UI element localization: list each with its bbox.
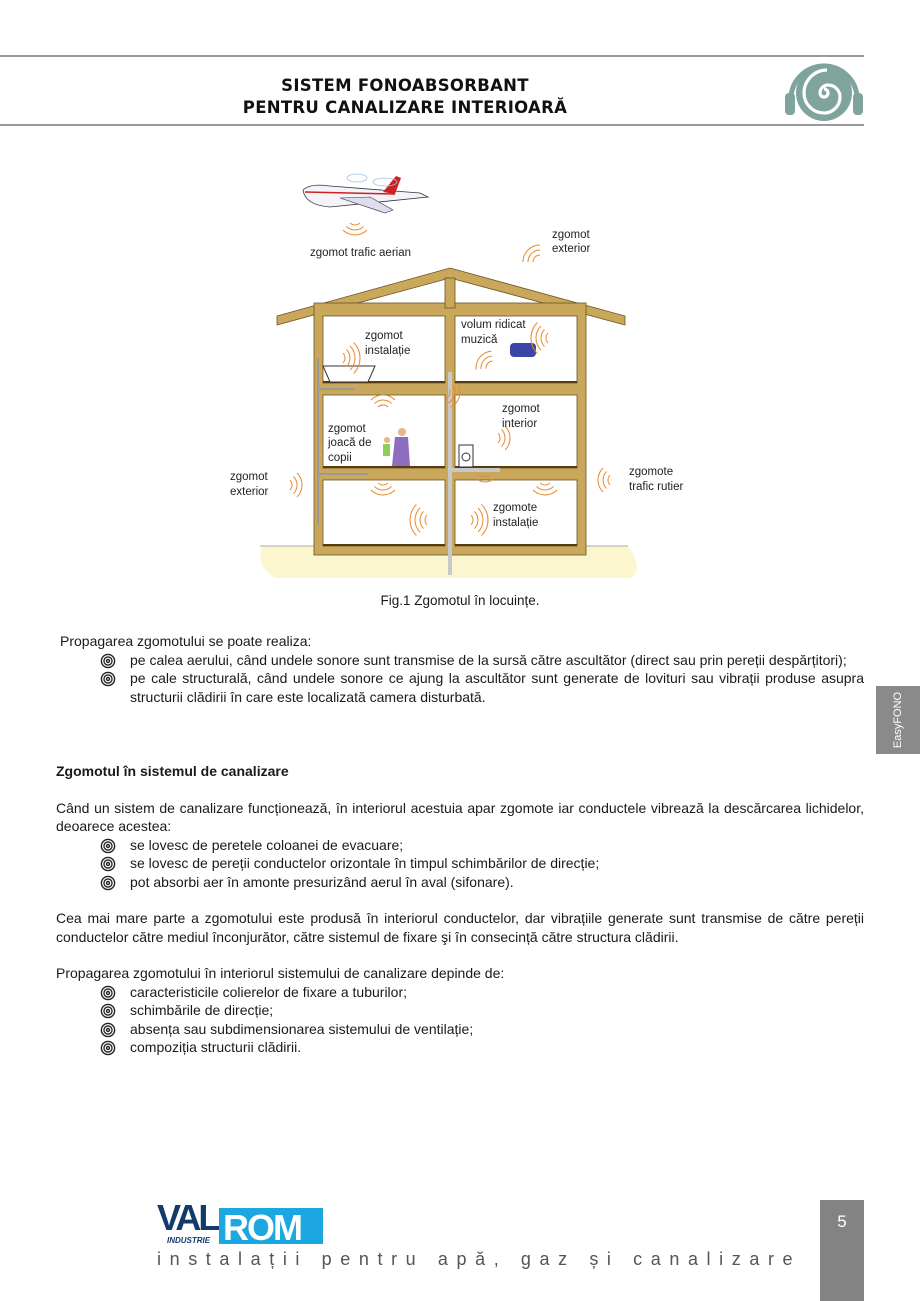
drain-paragraph-3: Propagarea zgomotului în interiorul sistemului de canalizare depinde de: xyxy=(56,965,505,981)
drain-causes-list xyxy=(56,836,864,892)
spiral-bullet-icon xyxy=(100,875,116,891)
washing-machine-icon xyxy=(459,445,473,467)
airplane-icon xyxy=(303,174,428,213)
label-road: zgomote xyxy=(629,466,674,478)
list-item-text: pe cale structurală, când undele sonore ce ajung la ascultător sunt generate de lovituri sau vibrații produse asupra structurii clădirii în care este localizată camera disturbată. xyxy=(130,670,864,705)
sound-wave-arc xyxy=(347,226,364,230)
header-top-rule xyxy=(0,55,864,57)
bathtub-icon xyxy=(323,366,375,382)
list-item-text: absența sau subdimensionarea sistemului de ventilație; xyxy=(130,1020,474,1037)
sound-wave-arc xyxy=(350,223,360,225)
logo-industrie: INDUSTRIE xyxy=(167,1236,211,1245)
drain-intro: Când un sistem de canalizare funcționează, în interiorul acestuia apar zgomote iar conductele vibrează la descărcarea lichidelor, deoarece acestea: xyxy=(56,799,864,834)
label-exterior-left: zgomot xyxy=(230,471,268,483)
list-item-text: pot absorbi aer în amonte presurizând aerul în aval (sifonare). xyxy=(130,873,514,890)
label-exterior-top-2: exterior xyxy=(552,243,591,255)
sound-wave-arc xyxy=(343,230,367,235)
label-install-top-2: instalație xyxy=(365,345,411,357)
spiral-bullet-icon xyxy=(100,671,116,687)
drain-paragraph-2: Cea mai mare parte a zgomotului este produsă în interiorul conductelor, dar vibrațiile generate sunt transmise de către pereții conductelor către mediul înconjurător, către sistemul de fixare şi în consecință către structura clădirii. xyxy=(56,910,864,945)
logo-val: VAL xyxy=(157,1200,218,1238)
valrom-logo xyxy=(157,1200,327,1246)
section-propagation xyxy=(56,632,864,706)
list-item-text: schimbările de direcție; xyxy=(130,1002,274,1018)
sound-wave-arc xyxy=(608,475,610,485)
sound-wave-arc xyxy=(603,472,607,489)
page-number: 5 xyxy=(837,1212,847,1231)
label-road-2: trafic rutier xyxy=(629,481,684,493)
figure-caption: Fig.1 Zgomotul în locuințe. xyxy=(380,593,540,608)
spiral-bullet-icon xyxy=(100,985,116,1001)
list-item xyxy=(130,854,864,873)
label-kids: zgomot xyxy=(328,423,366,435)
label-air-traffic: zgomot trafic aerian xyxy=(310,247,411,259)
side-tab-label: EasyFONO xyxy=(892,691,904,749)
headphones-spiral-icon xyxy=(783,59,865,125)
label-install-bottom: zgomote xyxy=(493,502,538,514)
sound-wave-arc xyxy=(290,480,292,490)
list-item-text: pe calea aerului, când undele sonore sunt transmise de la sursă către ascultător (direct sau prin pereții despărțitori); xyxy=(130,651,847,668)
list-item xyxy=(130,1001,864,1020)
house-noise-illustration xyxy=(220,160,700,580)
spiral-bullet-icon xyxy=(100,1022,116,1038)
label-music-2: muzică xyxy=(461,334,498,346)
spiral-bullet-icon xyxy=(100,856,116,872)
header-bottom-rule xyxy=(0,124,864,126)
section-heading: Zgomotul în sistemul de canalizare xyxy=(56,763,289,779)
label-exterior-top: zgomot xyxy=(552,229,590,241)
sound-wave-arc xyxy=(533,255,540,262)
section-drain-noise xyxy=(56,762,864,1057)
label-install-bottom-2: instalație xyxy=(493,517,539,529)
list-item-text: compoziția structurii clădirii. xyxy=(130,1039,302,1055)
list-item xyxy=(130,669,864,706)
footer-tagline: instalații pentru apă, gaz și canalizare xyxy=(157,1249,802,1269)
label-exterior-left-2: exterior xyxy=(230,486,269,498)
spiral-bullet-icon xyxy=(100,838,116,854)
list-item-text: se lovesc de pereții conductelor orizontale în timpul schimbărilor de direcție; xyxy=(130,855,600,871)
sound-wave-arc xyxy=(297,473,302,497)
label-interior-2: interior xyxy=(502,418,538,430)
label-kids-3: copii xyxy=(328,452,352,464)
list-item xyxy=(130,651,864,670)
page-title xyxy=(150,75,660,119)
spiral-bullet-icon xyxy=(100,1003,116,1019)
list-item xyxy=(130,983,864,1002)
sound-wave-arc xyxy=(528,250,540,262)
spiral-bullet-icon xyxy=(100,653,116,669)
sound-wave-arc xyxy=(598,468,603,492)
label-interior: zgomot xyxy=(502,403,540,415)
spiral-bullet-icon xyxy=(100,1040,116,1056)
label-kids-2: joacă de xyxy=(328,437,372,449)
label-music: volum ridicat xyxy=(461,319,526,331)
page-number-box xyxy=(820,1200,864,1301)
drain-factors-list xyxy=(56,983,864,1057)
list-item xyxy=(130,873,864,892)
label-install-top: zgomot xyxy=(365,330,403,342)
propagation-list xyxy=(56,651,864,707)
title-line-2: PENTRU CANALIZARE INTERIOARĂ xyxy=(242,98,568,117)
list-item xyxy=(130,836,864,855)
list-item-text: se lovesc de peretele coloanei de evacuare; xyxy=(130,836,404,853)
side-tab-easyfono xyxy=(876,686,920,754)
title-line-1: SISTEM FONOABSORBANT xyxy=(281,76,529,95)
list-item xyxy=(130,1038,864,1057)
list-item xyxy=(130,1020,864,1039)
propagation-intro: Propagarea zgomotului se poate realiza: xyxy=(60,633,312,649)
logo-rom: ROM xyxy=(223,1207,301,1246)
list-item-text: caracteristicile colierelor de fixare a tuburilor; xyxy=(130,983,407,1000)
sound-wave-arc xyxy=(293,477,297,494)
